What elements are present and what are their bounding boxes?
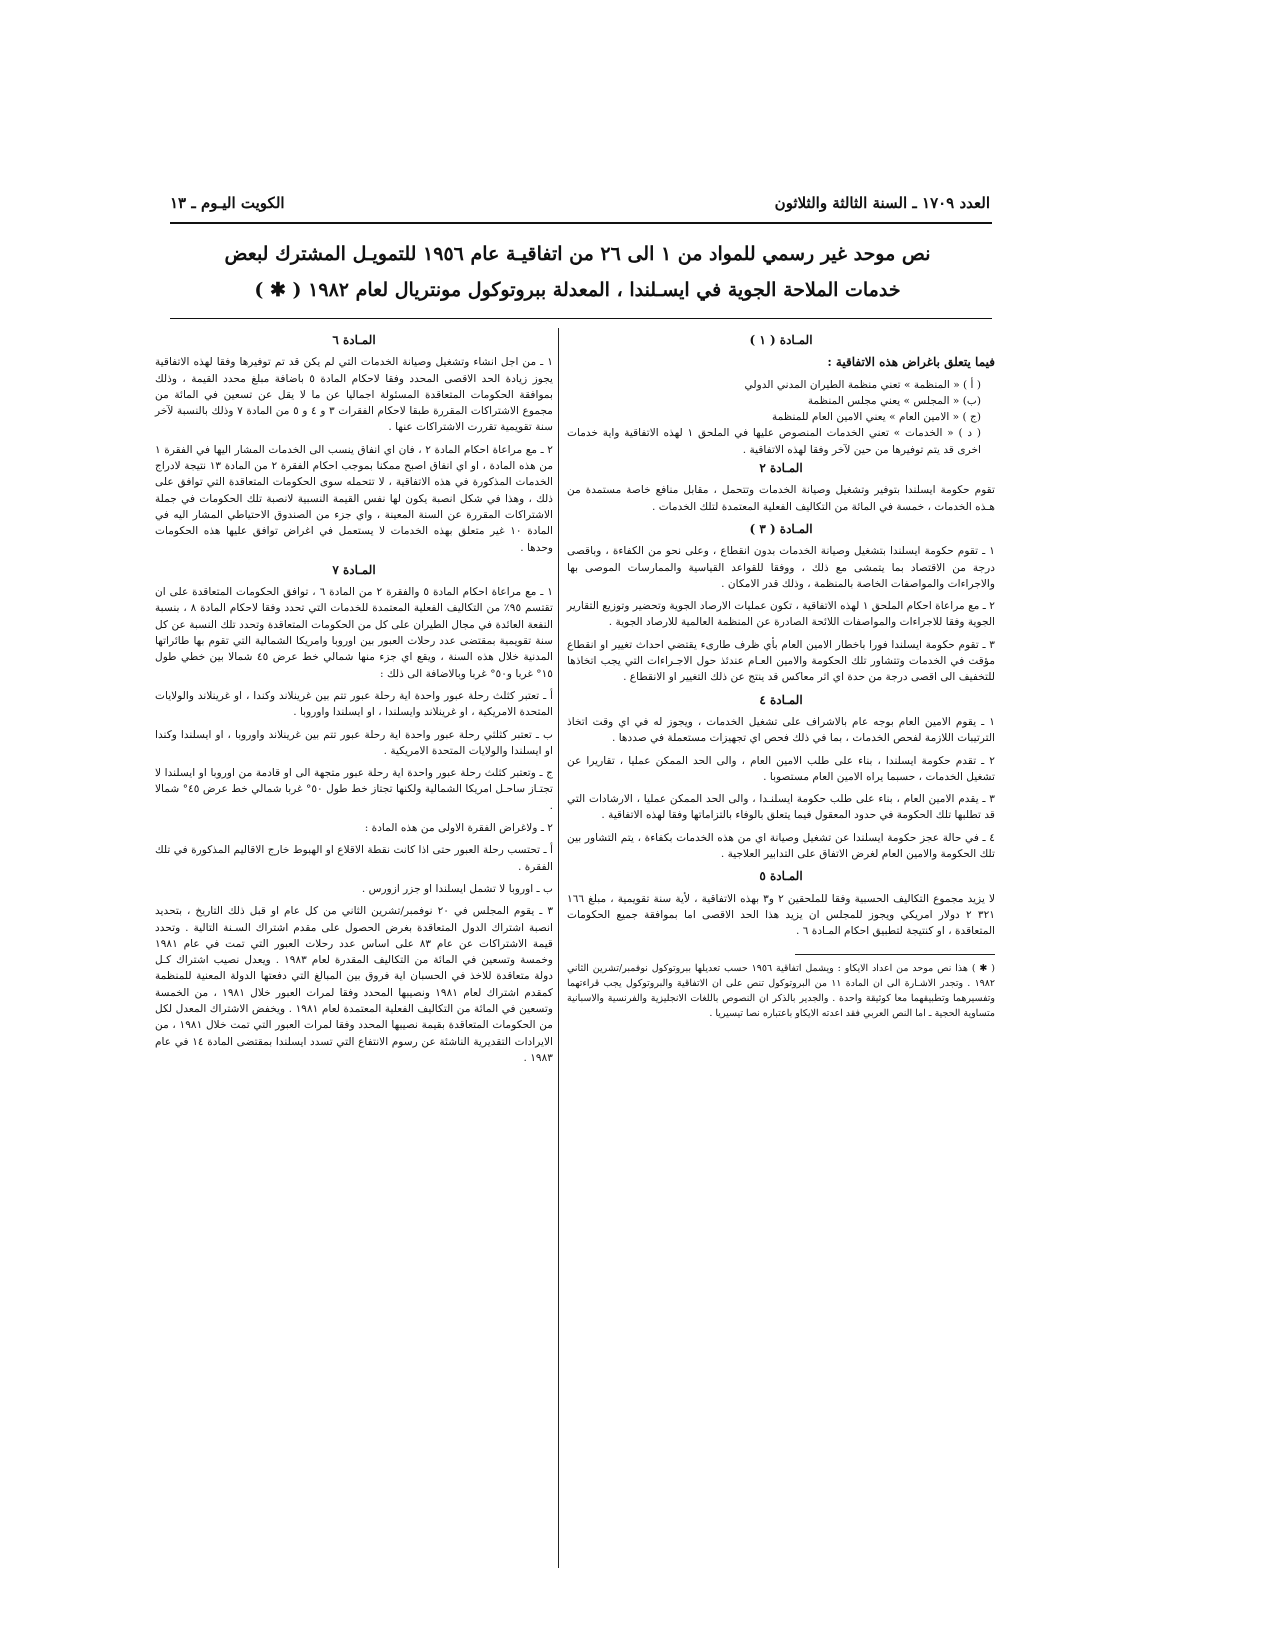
article-6-heading: المـادة ٦ xyxy=(332,333,376,347)
article-paragraph: ٣ ـ تقوم حكومة ايسلندا فورا باخطار الامين العام بأي ظرف طارىء يقتضي احداث تغيير او انقطاع مؤقت في الخدمات وتتشاور تلك الحكومة والامين العـام عندئذ حول الاجـراءات التي يجب اتخاذها للتخفيف الى اقصى درجة من حدة اي اثر معاكس قد ينتج عن ذلك التغيير او الانقطاع . xyxy=(567,638,995,684)
issue-number: العدد ١٧٠٩ ـ السنة الثالثة والثلاثون xyxy=(774,194,990,212)
article-paragraph: ١ ـ مع مراعاة احكام المادة ٥ والفقرة ٢ من المادة ٦ ، توافق الحكومات المتعاقدة على ان تقتسم ٩٥٪ من التكاليف الفعلية المعتمدة للخدمات التي تحدد وفقا لاحكام المادة ٨ ، بنسبة النفعة العائدة في مجال الطيران على كل من الحكومات المتعاقدة وتحدد تلك النسبة عن كل سنة تقويمية بمقتضى عدد رحلات العبور بين اوروبا وامريكا الشمالية التي تقوم بها طائراتها المدنية خلال هذه السنة ، ويقع اي جزء منها شمالي خط عرض ٤٥ شمالا بين خطي طول ١٥° غربا و٥٠° غربا وبالاضافة الى ذلك : xyxy=(155,586,553,680)
document-title xyxy=(160,236,995,308)
article-paragraph: ١ ـ يقوم الامين العام بوجه عام بالاشراف على تشغيل الخدمات ، ويجوز له في اي وقت اتخاذ الترتيبات اللازمة لفحص الخدمات ، بما في ذلك فحص اي تجهيزات مستعملة في صددها . xyxy=(567,715,995,745)
article-subparagraph: ب ـ تعتبر كثلثي رحلة عبور واحدة اية رحلة عبور تتم بين غرينلاند واوروبا ، او ايسلندا وكندا او ايسلندا والولايات المتحدة الامريكية . xyxy=(155,728,553,757)
article-1-intro: فيما يتعلق باغراض هذه الاتفاقية : xyxy=(827,355,995,370)
article-paragraph: ٤ ـ في حالة عجز حكومة ايسلندا عن تشغيل وصيانة اي من هذه الخدمات بكفاءة ، يتم التشاور بين تلك الحكومة والامين العام لغرض الاتفاق على التدابير العلاجية . xyxy=(567,831,995,861)
page-header xyxy=(170,194,990,218)
article-paragraph: ٢ ـ مع مراعاة احكام الملحق ١ لهذه الاتفاقية ، تكون عمليات الارصاد الجوية وتحضير وتوزيع التقارير الجوية وفقا للاجراءات والمواصفات اللائحة الصادرة عن المنظمة العالمية للارصاد الجوية . xyxy=(567,600,995,629)
definition-item: ( أ ) « المنظمة » تعني منظمة الطيران المدني الدولي xyxy=(744,378,981,391)
title-line-1: نص موحد غير رسمي للمواد من ١ الى ٢٦ من اتفاقيـة عام ١٩٥٦ للتمويـل المشترك لبعض xyxy=(224,243,931,265)
footnote-rule xyxy=(795,954,995,955)
article-7-heading: المـادة ٧ xyxy=(332,562,376,577)
definition-item: ( د ) « الخدمات » تعني الخدمات المنصوص عليها في الملحق ١ لهذه الاتفاقية واية خدمات اخرى قد يتم توفيرها من حين لآخر وفقا لهذه الاتفاقية . xyxy=(567,427,981,456)
article-subparagraph: أ ـ تعتبر كثلث رحلة عبور واحدة اية رحلة عبور تتم بين غرينلاند وكندا ، او غرينلاند والولايات المتحدة الامريكية ، او غرينلاند وايسلندا ، او ايسلندا واوروبا . xyxy=(155,689,553,719)
article-subparagraph: ب ـ اوروبا لا تشمل ايسلندا او جزر ازورس . xyxy=(361,882,553,895)
article-paragraph: ٢ ـ ولاغراض الفقرة الاولى من هذه المادة : xyxy=(364,822,553,835)
article-paragraph: ١ ـ تقوم حكومة ايسلندا بتشغيل وصيانة الخدمات بدون انقطاع ، وعلى نحو من الكفاءة ، وباقصى درجة من الاقتصاد بما يتمشى مع ذلك ، ووفقا للقواعد القياسية والممارسات الموصى بها والاجراءات والمواصفات الخاصة بالمنظمة ، وذلك قدر الامكان . xyxy=(567,545,995,590)
right-column xyxy=(567,330,995,1021)
article-1-heading: المـادة ( ١ ) xyxy=(749,333,813,347)
header-rule xyxy=(170,222,992,224)
article-2-heading: المـادة ٢ xyxy=(759,461,803,476)
article-paragraph: ١ ـ من اجل انشاء وتشغيل وصيانة الخدمات التي لم يكن قد تم توفيرها وفقا لهذه الاتفاقية يجوز زيادة الحد الاقصى المحدد وفقا لاحكام المادة ٥ باضافة مبلغ محدد القيمة ، وذلك بموافقة الحكومات المتعاقدة المسئولة اجماليا عن ما لا يقل عن تسعين في المائة من مجموع الاشتراكات المقررة طبقا لاحكام الفقرات ٣ و ٤ و ٥ من المادة ٧ وذلك بالنسبة لآخر سنة تقويمية تقررت الاشتراكات عنها . xyxy=(155,356,553,434)
definition-item: (ب) « المجلس » يعني مجلس المنظمة xyxy=(807,394,981,407)
footnote: ( ✱ ) هذا نص موحد من اعداد الايكاو : ويشمل اتفاقية ١٩٥٦ حسب تعديلها ببروتوكول نوفمبر/تشرين الثاني ١٩٨٢ . وتجدر الاشـارة الى ان المادة ١١ من البروتوكول تنص على ان الاتفاقية والبروتوكول يجب قراءتهما وتفسيرهما وتطبيقهما معا كوثيقة واحدة . والجدير بالذكر ان النصوص باللغات الانجليزية والفرنسية والاسبانية متساوية الحجية ـ اما النص العربي فقد اعدته الايكاو باعتباره نصا تيسيريا . xyxy=(567,962,995,1019)
article-paragraph: ٣ ـ يقوم المجلس في ٢٠ نوفمبر/تشرين الثاني من كل عام او قبل ذلك التاريخ ، بتحديد انصبة اشتراك الدول المتعاقدة بغرض الحصول على مقدم اشتراك السـنة التالية . وتحدد قيمة الاشتراكات عن عام ٨٣ على اساس عدد رحلات العبور التي تمت في عام ١٩٨١ وخمسة وتسعين في المائة من التكاليف المقدرة لعام ١٩٨٣ . ويعدل نصيب اشتراك كـل دولة متعاقدة للاخذ في الحسبان اية فروق بين المبالغ التي دفعتها الدولة المعنية للمنظمة كمقدم اشتراك لعام ١٩٨١ ونصيبها المحدد وفقا لمرات العبور خلال ١٩٨١ ، من الخمسة وتسعين في المائة من التكاليف الفعلية المعتمدة لعام ١٩٨١ . ويخفض الاشتراك المعدل لكل من الحكومات المتعاقدة بقيمة نصيبها المحدد وفقا لمرات العبور التي تمت خلال ١٩٨١ ، من الايرادات التقديرية الناشئة عن رسوم الانتفاع التي تسدد ايسلندا بمقتضى المادة ١٤ في عام ١٩٨٣ . xyxy=(155,905,554,1064)
article-paragraph: تقوم حكومة ايسلندا بتوفير وتشغيل وصيانة الخدمات وتتحمل ، مقابل منافع خاصة مستمدة من هـذه الخدمات ، خمسة في المائة من التكاليف الفعلية المعتمدة لتلك الخدمات . xyxy=(567,484,995,513)
left-column xyxy=(155,330,553,1072)
column-divider xyxy=(558,328,559,1568)
article-paragraph: ٢ ـ تقدم حكومة ايسلندا ، بناء على طلب الامين العام ، والى الحد الممكن عمليا ، تقاريرا عن تشغيل الخدمات ، حسبما يراه الامين العام مستصوبا . xyxy=(567,754,995,783)
definition-item: (ج ) « الامين العام » يعني الامين العام للمنظمة xyxy=(772,411,981,424)
article-paragraph: ٣ ـ يقدم الامين العام ، بناء على طلب حكومة ايسلنـدا ، والى الحد الممكن عمليا ، الارشادات التي قد تطلبها تلك الحكومة في حدود المعقول فيما يتعلق بالوفاء بالتزاماتها وفقا لهذه الاتفاقية . xyxy=(567,793,995,822)
article-4-heading: المـادة ٤ xyxy=(759,692,803,707)
article-3-heading: المـادة ( ٣ ) xyxy=(749,521,813,536)
article-subparagraph: أ ـ تحتسب رحلة العبور حتى اذا كانت نقطة الاقلاع او الهبوط خارج الاقاليم المذكورة في تلك الفقرة . xyxy=(155,844,553,873)
title-rule xyxy=(170,318,992,319)
article-5-heading: المـادة ٥ xyxy=(759,869,803,884)
article-paragraph: لا يزيد مجموع التكاليف الحسبية وفقا للملحقين ٢ و٣ بهذه الاتفاقية ، لأية سنة تقويمية ، مبلغ ١٦٦ ٣٢١ ٢ دولار امريكي ويجوز للمجلس ان يزيد هذا الحد الاقصى اما بموافقة جميع الحكومات المتعاقدة ، او كنتيجة لتطبيق احكام المـادة ٦ . xyxy=(567,892,996,938)
article-paragraph: ٢ ـ مع مراعاة احكام المادة ٢ ، فان اي انفاق ينسب الى الخدمات المشار اليها في الفقرة ١ من هذه المادة ، او اي انفاق اصبح ممكنا بموجب احكام الفقرة ٢ من المادة ١٣ نتيجة لادراج الخدمات المذكورة في هذه الاتفاقية ، لا تتحمله سوى الحكومات المتعاقدة التي توافق على ذلك ، وهذا في شكل انصبة يكون لها نفس القيمة النسبية لانصبة تلك الحكومات في جملة الاشتراكات المقررة عن السنة المعينة ، واي جزء من الصندوق الاحتياطي المشار اليه في المادة ١٠ غير متعلق بهذه الخدمات لا يستعمل في اغراض توافق عليها هذه الحكومات وحدها . xyxy=(155,443,553,554)
newspaper-name: الكويت اليـوم ـ ١٣ xyxy=(170,194,285,212)
title-line-2: خدمات الملاحة الجوية في ايسـلندا ، المعدلة ببروتوكول مونتريال لعام ١٩٨٢ ( ✱ ) xyxy=(254,279,901,301)
article-subparagraph: ج ـ وتعتبر كثلث رحلة عبور واحدة اية رحلة عبور متجهة الى او قادمة من اوروبا او ايسلندا لا تجتـاز ساحـل امريكا الشمالية ولكنها تجتاز خط طول ٥٠° غربا شمالي خط عرض ٤٥° شمالا . xyxy=(155,767,553,812)
